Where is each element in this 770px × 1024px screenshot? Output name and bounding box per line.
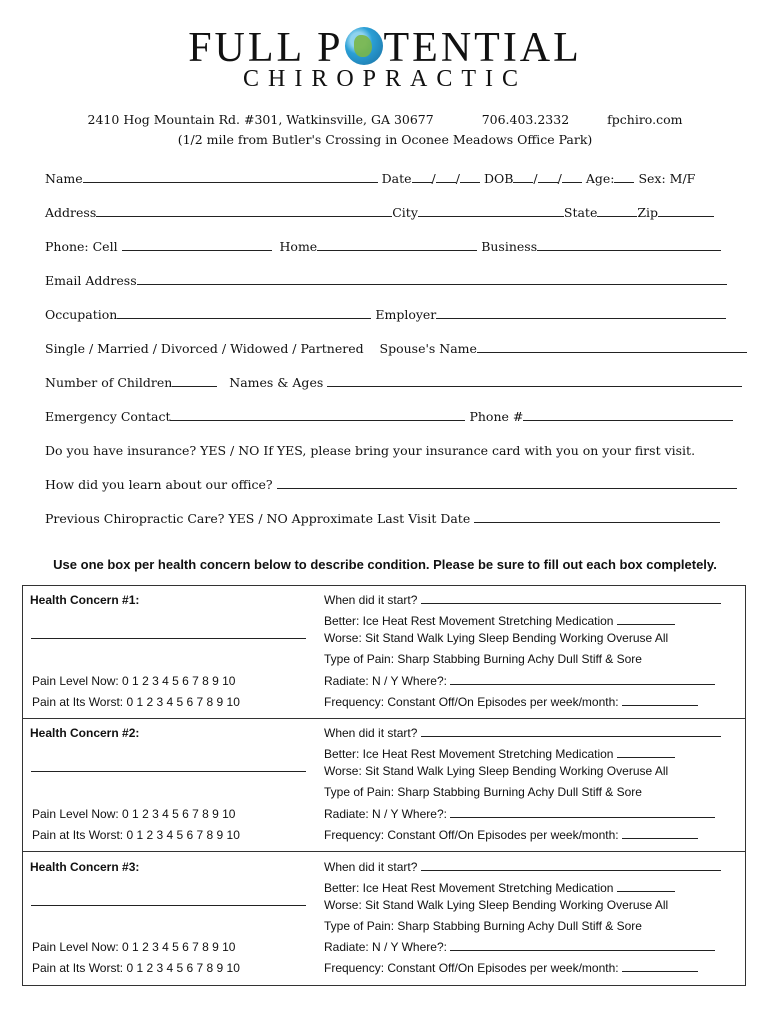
- row-name: Name Date / / DOB / / Age: Sex: M/F: [45, 171, 696, 186]
- zip-label: Zip: [637, 205, 659, 220]
- cell-field[interactable]: [122, 240, 272, 251]
- globe-icon: [345, 27, 383, 65]
- dob-label: DOB: [483, 171, 514, 186]
- better-options: Better: Ice Heat Rest Movement Stretching Medication: [324, 614, 675, 628]
- home-field[interactable]: [317, 240, 477, 251]
- city-label: City: [392, 205, 418, 220]
- email-field[interactable]: [137, 274, 727, 285]
- row-emergency: [45, 409, 727, 424]
- city-field[interactable]: [418, 206, 564, 217]
- business-field[interactable]: [537, 240, 721, 251]
- clinic-contact: [0, 112, 770, 127]
- pain-at-worst[interactable]: Pain at Its Worst: 0 1 2 3 4 5 6 7 8 9 10: [32, 961, 240, 975]
- sex-label: Sex: M/F: [638, 171, 696, 186]
- address-label: Address: [45, 205, 97, 220]
- pain-type-options[interactable]: Type of Pain: Sharp Stabbing Burning Achy Dull Stiff & Sore: [324, 785, 642, 799]
- date-field-month[interactable]: [412, 172, 432, 183]
- row-children: [45, 375, 727, 390]
- spouse-label: Spouse's Name: [379, 341, 477, 356]
- when-started-field[interactable]: [421, 860, 721, 871]
- date-field-day[interactable]: [436, 172, 456, 183]
- when-started: When did it start?: [324, 860, 721, 874]
- name-field[interactable]: [83, 172, 378, 183]
- pain-type-options[interactable]: Type of Pain: Sharp Stabbing Burning Achy Dull Stiff & Sore: [324, 652, 642, 666]
- better-options: Better: Ice Heat Rest Movement Stretching Medication: [324, 881, 675, 895]
- row-address: [45, 205, 727, 220]
- row-learn: [45, 477, 727, 492]
- row-insurance[interactable]: Do you have insurance? YES / NO If YES, please bring your insurance card with you on your first visit.: [45, 443, 696, 458]
- cell-label: Phone: Cell: [45, 239, 118, 254]
- worse-options[interactable]: Worse: Sit Stand Walk Lying Sleep Bending Working Overuse All: [324, 631, 669, 645]
- state-label: State: [563, 205, 598, 220]
- occupation-field[interactable]: [117, 308, 371, 319]
- radiate: Radiate: N / Y Where?:: [324, 807, 715, 821]
- row-occupation: [45, 307, 727, 322]
- when-started: When did it start?: [324, 726, 721, 740]
- business-label: Business: [481, 239, 538, 254]
- name-label: Name: [45, 171, 83, 186]
- frequency: Frequency: Constant Off/On Episodes per week/month:: [324, 828, 698, 842]
- email-label: Email Address: [45, 273, 137, 288]
- emergency-phone-field[interactable]: [523, 410, 733, 421]
- health-concern-label: Health Concern #3:: [30, 860, 140, 874]
- marital-status-options[interactable]: Single / Married / Divorced / Widowed / Partnered: [45, 341, 364, 356]
- dob-field-year[interactable]: [562, 172, 582, 183]
- health-concern-box-3: [22, 851, 746, 986]
- instructions: Use one box per health concern below to describe condition. Please be sure to fill out each box completely.: [53, 557, 717, 572]
- health-concern-label: Health Concern #2:: [30, 726, 140, 740]
- pain-level-now[interactable]: Pain Level Now: 0 1 2 3 4 5 6 7 8 9 10: [32, 807, 236, 821]
- frequency: Frequency: Constant Off/On Episodes per week/month:: [324, 961, 698, 975]
- date-label: Date: [381, 171, 412, 186]
- clinic-phone: 706.403.2332: [481, 112, 570, 127]
- date-field-year[interactable]: [460, 172, 480, 183]
- logo-subtitle: CHIROPRACTIC: [242, 66, 528, 92]
- address-field[interactable]: [96, 206, 392, 217]
- health-concern-box-2: [22, 718, 746, 852]
- home-label: Home: [279, 239, 318, 254]
- emergency-label: Emergency Contact: [45, 409, 171, 424]
- logo-text-b: TENTIAL: [383, 25, 582, 71]
- better-options: Better: Ice Heat Rest Movement Stretching Medication: [324, 747, 675, 761]
- pain-type-options[interactable]: Type of Pain: Sharp Stabbing Burning Achy Dull Stiff & Sore: [324, 919, 642, 933]
- radiate: Radiate: N / Y Where?:: [324, 940, 715, 954]
- row-marital: [45, 341, 727, 356]
- pain-at-worst[interactable]: Pain at Its Worst: 0 1 2 3 4 5 6 7 8 9 10: [32, 695, 240, 709]
- children-field[interactable]: [172, 376, 217, 387]
- learn-label: How did you learn about our office?: [45, 477, 273, 492]
- worse-options[interactable]: Worse: Sit Stand Walk Lying Sleep Bending Working Overuse All: [324, 764, 669, 778]
- names-ages-label: Names & Ages: [229, 375, 324, 390]
- pain-level-now[interactable]: Pain Level Now: 0 1 2 3 4 5 6 7 8 9 10: [32, 674, 236, 688]
- row-phone: [45, 239, 727, 254]
- children-label: Number of Children: [45, 375, 173, 390]
- clinic-website: fpchiro.com: [607, 112, 683, 127]
- emergency-field[interactable]: [170, 410, 465, 421]
- dob-field-day[interactable]: [538, 172, 558, 183]
- emergency-phone-label: Phone #: [469, 409, 524, 424]
- health-concern-label: Health Concern #1:: [30, 593, 140, 607]
- when-started-field[interactable]: [421, 593, 721, 604]
- frequency: Frequency: Constant Off/On Episodes per week/month:: [324, 695, 698, 709]
- state-field[interactable]: [597, 206, 637, 217]
- clinic-directions: (1/2 mile from Butler's Crossing in Oconee Meadows Office Park): [177, 132, 593, 147]
- radiate: Radiate: N / Y Where?:: [324, 674, 715, 688]
- clinic-logo: [0, 14, 770, 94]
- spouse-field[interactable]: [477, 342, 747, 353]
- health-concern-box-1: [22, 585, 746, 719]
- zip-field[interactable]: [658, 206, 714, 217]
- age-field[interactable]: [614, 172, 634, 183]
- worse-options[interactable]: Worse: Sit Stand Walk Lying Sleep Bending Working Overuse All: [324, 898, 669, 912]
- health-concern-field[interactable]: [31, 761, 306, 772]
- learn-field[interactable]: [277, 478, 737, 489]
- when-started: When did it start?: [324, 593, 721, 607]
- employer-label: Employer: [375, 307, 437, 322]
- pain-level-now[interactable]: Pain Level Now: 0 1 2 3 4 5 6 7 8 9 10: [32, 940, 236, 954]
- names-ages-field[interactable]: [327, 376, 742, 387]
- previous-care-label[interactable]: Previous Chiropractic Care? YES / NO Approximate Last Visit Date: [45, 511, 471, 526]
- pain-at-worst[interactable]: Pain at Its Worst: 0 1 2 3 4 5 6 7 8 9 10: [32, 828, 240, 842]
- last-visit-field[interactable]: [474, 512, 720, 523]
- occupation-label: Occupation: [45, 307, 118, 322]
- row-email: [45, 273, 727, 288]
- row-previous-care: [45, 511, 727, 526]
- when-started-field[interactable]: [421, 726, 721, 737]
- dob-field-month[interactable]: [513, 172, 533, 183]
- logo-text-a: FULL P: [188, 25, 344, 71]
- health-concern-field[interactable]: [31, 628, 306, 639]
- health-concern-field[interactable]: [31, 895, 306, 906]
- employer-field[interactable]: [436, 308, 726, 319]
- clinic-address: 2410 Hog Mountain Rd. #301, Watkinsville, GA 30677: [87, 112, 434, 127]
- age-label: Age:: [585, 171, 615, 186]
